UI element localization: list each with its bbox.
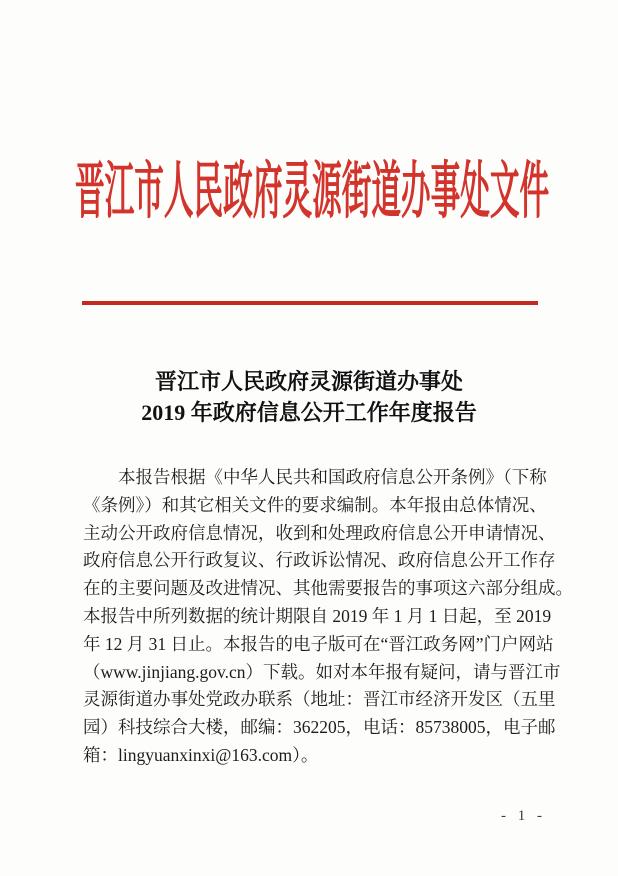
page-number: - 1 - [501,808,546,824]
paragraph-line: 《条例》）和其它相关文件的要求编制。本年报由总体情况、 [83,494,547,515]
paragraph-line: 园）科技综合大楼，邮编：362205，电话：85738005，电子邮 [83,717,556,738]
document-title-line-2: 2019 年政府信息公开工作年度报告 [141,400,477,425]
paragraph-line: 政府信息公开行政复议、行政诉讼情况、政府信息公开工作存 [83,550,556,571]
paragraph-line: 灵源街道办事处党政办联系（地址：晋江市经济开发区（五里 [83,689,556,710]
paragraph-line: 本报告中所列数据的统计期限自 2019 年 1 月 1 日起，至 2019 [83,605,552,626]
red-divider-rule [82,301,538,305]
paragraph-line: 年 12 月 31 日止。本报告的电子版可在“晋江政务网”门户网站 [83,633,554,654]
paragraph-line: 主动公开政府信息情况，收到和处理政府信息公开申请情况、 [83,522,556,543]
report-intro-paragraph [83,464,573,770]
letterhead-title: 晋江市人民政府灵源街道办事处文件 [75,158,550,226]
paragraph-line: （www.jinjiang.gov.cn）下载。如对本年报有疑问，请与晋江市 [83,661,561,682]
paragraph-line: 箱：lingyuanxinxi@163.com）。 [83,744,319,765]
paragraph-line: 在的主要问题及改进情况、其他需要报告的事项这六部分组成。 [83,578,573,599]
document-title [79,366,539,428]
paragraph-line: 本报告根据《中华人民共和国政府信息公开条例》（下称 [118,467,547,487]
document-title-line-1: 晋江市人民政府灵源街道办事处 [154,369,463,394]
